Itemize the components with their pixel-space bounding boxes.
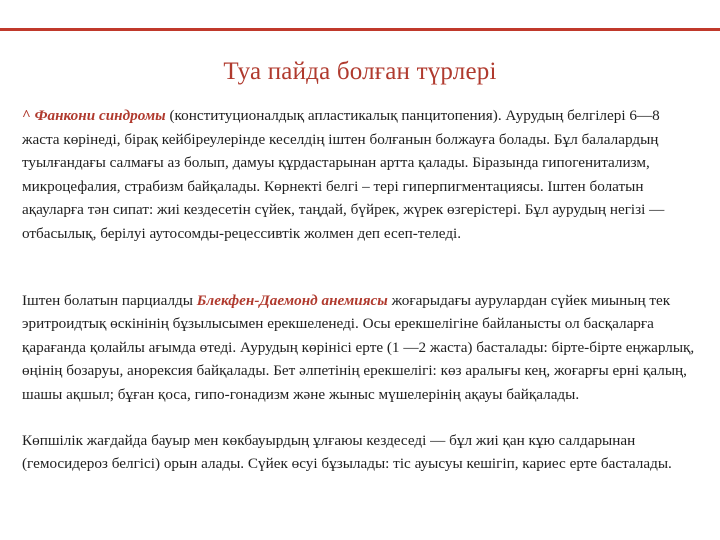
slide-title: Туа пайда болған түрлері bbox=[223, 58, 497, 85]
slide-body bbox=[22, 104, 700, 476]
paragraph-hepatosplenomegaly-text: Көпшілік жағдайда бауыр мен көкбауырдың ұлғаюы кездеседі — бұл жиі қан кұю салдарынан (гемосидероз белгісі) орын алады. Сүйек өсуі бұзылады: тіс ауысуы кешігіп, кариес ерте басталады. bbox=[22, 431, 672, 473]
top-accent-rule bbox=[0, 28, 720, 31]
paragraph-hepatosplenomegaly bbox=[22, 429, 700, 476]
paragraph-spacer bbox=[22, 246, 700, 289]
paragraph-spacer bbox=[22, 407, 700, 429]
bullet-marker: ^ bbox=[22, 107, 31, 124]
paragraph-diamond-blackfan-text: жоғарыдағы аурулардан сүйек миының тек эритроидтық өскінінің бұзылысымен ерекшеленеді. Осы ерекшелігіне байланысты ол басқаларға қарағанда қолайлы ағымда өтеді. Аурудың көрінісі ерте (1 —2 жаста) басталады: бірте-бірте еңжарлық, өңінің бозаруы, анорексия байқалады. Бет әлпетінің ерекшелігі: көз аралығы кең, жоғарғы ерні қалың, шашы ақшыл; бұған қоса, гипо-гонадизм және жыныс мүшелерінің ақауы байқалады. bbox=[22, 291, 695, 403]
paragraph-diamond-blackfan bbox=[22, 289, 700, 407]
term-diamond-blackfan-anemia: Блекфен-Даемонд анемиясы bbox=[196, 291, 388, 309]
paragraph-diamond-blackfan-lead: Іштен болатын парциалды bbox=[22, 291, 197, 309]
paragraph-fanconi-text: (конституционалдық апластикалық панцитопения). Аурудың белгілері 6—8 жаста көрінеді, бірақ кейбіреулерінде кеселдің іштен болғанын болжауға болады. Бұл балалардың туылғандағы салмағы аз болып, дамуы құрдастарынан артта қалады. Біразында гипогенитализм, микроцефалия, страбизм байқалады. Көрнекті белгі – тері гиперпигментациясы. Іштен болатын ақауларға тән сипат: жиі кездесетін сүйек, таңдай, бүйрек, жүрек өзгерістері. Бұл аурудың негізі — отбасылық, берілуі аутосомды-рецессивтік жолмен деп есеп-теледі. bbox=[22, 107, 665, 242]
term-fanconi-syndrome: Фанкони синдромы bbox=[34, 107, 166, 124]
paragraph-fanconi bbox=[22, 104, 700, 246]
